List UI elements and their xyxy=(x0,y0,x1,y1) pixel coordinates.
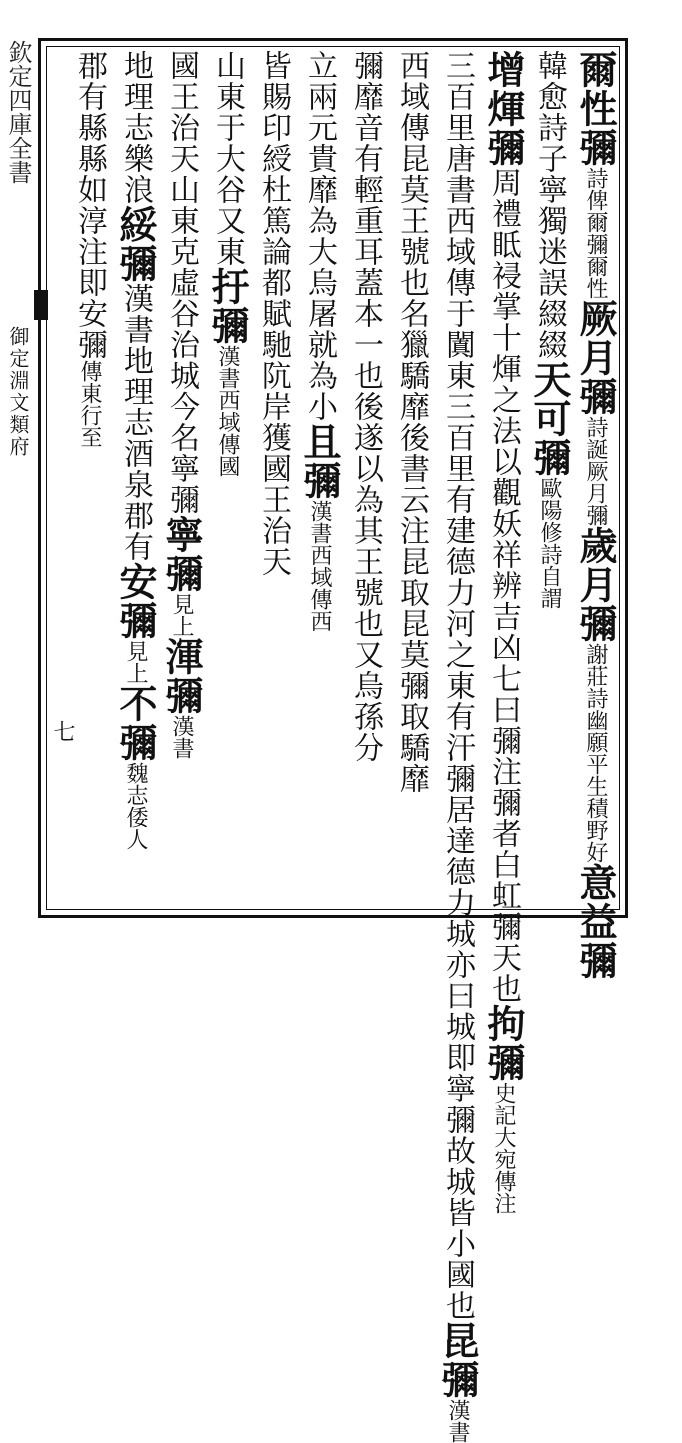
book-title: 御定淵文類府 xyxy=(6,326,30,458)
annotation: 謂 xyxy=(537,587,562,609)
page-number: 七 xyxy=(50,720,75,742)
headword: 厥月彌 xyxy=(573,299,618,416)
text-column xyxy=(570,50,620,980)
headword: 寧彌 xyxy=(159,515,204,593)
body-text: 立兩元貴靡為大烏屠就為小 xyxy=(302,50,337,422)
body-text: 皆賜印綬杜篤論都賦馳阬岸獲國王治天 xyxy=(256,50,291,577)
annotation: 漢書西域傳西 xyxy=(307,500,332,632)
headword: 綏彌 xyxy=(113,205,158,283)
text-column xyxy=(110,50,160,902)
body-text: 三百里唐書西域傳于闐東三百里有建德力河之東 xyxy=(440,50,475,701)
annotation: 魏志倭人 xyxy=(123,762,148,850)
annotation: 厥月 xyxy=(583,460,608,504)
headword: 意益彌 xyxy=(573,863,618,980)
headword: 天可彌 xyxy=(527,360,572,477)
text-column xyxy=(386,50,436,902)
body-text: 吉凶七曰彌注彌者白虹彌天也 xyxy=(486,601,521,1004)
annotation: 漢書 xyxy=(445,1399,470,1443)
body-text: 縣如淳注即安彌 xyxy=(72,143,107,360)
body-text: 彌靡音有輕重耳蓋本一也後遂以為其王號也又烏孫分 xyxy=(348,50,383,763)
annotation: 漢書西域傳國 xyxy=(215,345,240,477)
body-text: 周禮眡祲掌十煇之法以觀妖祥辨 xyxy=(486,167,521,601)
headword: 昆彌 xyxy=(435,1321,480,1399)
annotation: 詩誕 xyxy=(583,416,608,460)
text-column xyxy=(432,50,482,1443)
headword: 渾彌 xyxy=(159,637,204,715)
headword: 拘彌 xyxy=(481,1004,526,1082)
body-text: 山東于大谷又東 xyxy=(210,50,245,267)
headword: 爾性彌 xyxy=(573,50,618,167)
headword: 安彌 xyxy=(113,562,158,640)
annotation: 歐陽修詩自 xyxy=(537,477,562,587)
body-text: 漢書地理志酒泉郡有 xyxy=(118,283,153,562)
body-text: 國王治天山東克虛谷治城今名寧彌 xyxy=(164,50,199,515)
body-text: 韓愈詩子寧獨迷 xyxy=(532,50,567,267)
body-text: 誤綴綴 xyxy=(532,267,567,360)
annotation: 積野好 xyxy=(583,797,608,863)
headword: 歲月彌 xyxy=(573,526,618,643)
text-column xyxy=(202,50,252,902)
annotation: 見上 xyxy=(123,640,148,684)
text-column xyxy=(478,50,528,1214)
text-column xyxy=(294,50,344,902)
text-column xyxy=(64,50,114,902)
annotation: 詩俾爾 xyxy=(583,167,608,233)
running-title: 欽定四庫全書 xyxy=(4,40,32,184)
text-column xyxy=(248,50,298,902)
annotation: 傳東行至 xyxy=(77,360,102,448)
body-text: 地理志樂浪 xyxy=(118,50,153,205)
annotation: 彌 xyxy=(583,504,608,526)
body-text: 西域傳昆莫王號也名獵驕靡後書云注昆取昆莫彌取驕靡 xyxy=(394,50,429,794)
annotation: 漢書 xyxy=(169,715,194,759)
body-text: 有汗彌居達德力城亦曰城即寧彌故城皆小國也 xyxy=(440,701,475,1321)
annotation: 謝莊詩幽願平生 xyxy=(583,643,608,797)
headword: 不彌 xyxy=(113,684,158,762)
headword: 增煇彌 xyxy=(481,50,526,167)
body-text: 郡有縣 xyxy=(72,50,107,143)
text-column xyxy=(156,50,206,902)
headword: 扜彌 xyxy=(205,267,250,345)
annotation: 史記大宛傳注 xyxy=(491,1082,516,1214)
text-column xyxy=(524,50,574,902)
headword: 且彌 xyxy=(297,422,342,500)
annotation: 見上 xyxy=(169,593,194,637)
annotation: 彌爾性 xyxy=(583,233,608,299)
text-column xyxy=(340,50,390,902)
